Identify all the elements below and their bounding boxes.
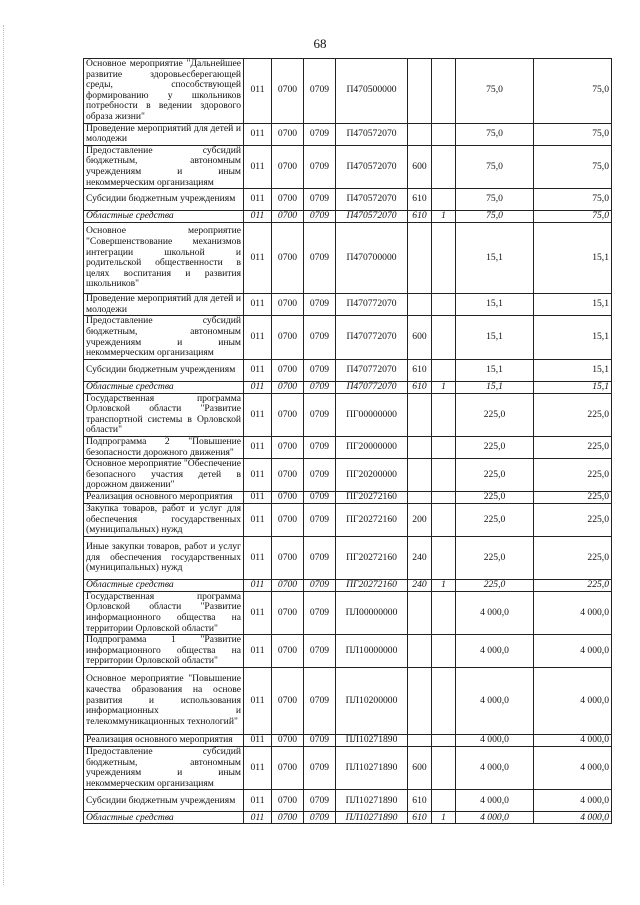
- scan-edge-marks: [3, 25, 6, 885]
- row-name: Основное мероприятие "Повышение качества образования на основе развития и использования информационных и телекоммуникационных технологий": [84, 667, 244, 734]
- target-article-code: ПГ20272160: [336, 579, 408, 591]
- amount-first: 225,0: [456, 437, 534, 459]
- admin-code: 011: [244, 579, 272, 591]
- amount-second: 75,0: [534, 145, 612, 188]
- admin-code: 011: [244, 316, 272, 359]
- amount-second: 225,0: [534, 504, 612, 537]
- admin-code: 011: [244, 294, 272, 316]
- amount-first: 4 000,0: [456, 746, 534, 789]
- expense-type-code: [408, 492, 432, 504]
- section-code: 0700: [272, 145, 304, 188]
- expense-type-code: [408, 223, 432, 294]
- subsection-code: 0709: [304, 536, 336, 579]
- amount-first: 225,0: [456, 492, 534, 504]
- row-name: Предоставление субсидий бюджетным, автономным учреждениям и иным некоммерческим организациям: [84, 316, 244, 359]
- subsection-code: 0709: [304, 579, 336, 591]
- section-code: 0700: [272, 316, 304, 359]
- funding-source-code: [432, 734, 456, 746]
- regional-funds-row: [84, 579, 612, 591]
- amount-second: 4 000,0: [534, 790, 612, 812]
- regional-funds-row: [84, 211, 612, 223]
- admin-code: 011: [244, 667, 272, 734]
- section-code: 0700: [272, 790, 304, 812]
- funding-source-code: [432, 437, 456, 459]
- row-name: Подпрограмма 2 "Повышение безопасности дорожного движения": [84, 437, 244, 459]
- admin-code: 011: [244, 790, 272, 812]
- amount-second: 15,1: [534, 381, 612, 393]
- row-name: Проведение мероприятий для детей и молодежи: [84, 123, 244, 145]
- table-row: [84, 746, 612, 789]
- expense-type-code: 610: [408, 812, 432, 824]
- amount-first: 225,0: [456, 393, 534, 436]
- section-code: 0700: [272, 635, 304, 668]
- budget-table: [83, 58, 612, 824]
- table-row: [84, 189, 612, 211]
- target-article-code: ПГ20272160: [336, 504, 408, 537]
- funding-source-code: [432, 316, 456, 359]
- admin-code: 011: [244, 123, 272, 145]
- row-name: Реализация основного мероприятия: [84, 492, 244, 504]
- amount-first: 4 000,0: [456, 591, 534, 634]
- amount-second: 4 000,0: [534, 812, 612, 824]
- budget-table-body: [84, 59, 612, 824]
- target-article-code: ПГ20000000: [336, 437, 408, 459]
- amount-second: 15,1: [534, 223, 612, 294]
- target-article-code: П470572070: [336, 189, 408, 211]
- funding-source-code: [432, 492, 456, 504]
- target-article-code: ПЛ10271890: [336, 790, 408, 812]
- expense-type-code: 600: [408, 746, 432, 789]
- amount-second: 75,0: [534, 189, 612, 211]
- section-code: 0700: [272, 591, 304, 634]
- row-name: Субсидии бюджетным учреждениям: [84, 189, 244, 211]
- subsection-code: 0709: [304, 189, 336, 211]
- table-row: [84, 667, 612, 734]
- row-name: Предоставление субсидий бюджетным, автономным учреждениям и иным некоммерческим организациям: [84, 746, 244, 789]
- table-row: [84, 123, 612, 145]
- amount-second: 225,0: [534, 492, 612, 504]
- amount-first: 4 000,0: [456, 734, 534, 746]
- expense-type-code: 600: [408, 316, 432, 359]
- table-row: [84, 59, 612, 124]
- table-row: [84, 145, 612, 188]
- row-name: Субсидии бюджетным учреждениям: [84, 790, 244, 812]
- subsection-code: 0709: [304, 381, 336, 393]
- target-article-code: П470572070: [336, 145, 408, 188]
- section-code: 0700: [272, 667, 304, 734]
- admin-code: 011: [244, 746, 272, 789]
- section-code: 0700: [272, 381, 304, 393]
- target-article-code: ПГ20272160: [336, 492, 408, 504]
- section-code: 0700: [272, 59, 304, 124]
- amount-first: 75,0: [456, 123, 534, 145]
- funding-source-code: [432, 145, 456, 188]
- funding-source-code: [432, 59, 456, 124]
- table-row: [84, 459, 612, 492]
- row-name: Закупка товаров, работ и услуг для обеспечения государственных (муниципальных) нужд: [84, 504, 244, 537]
- amount-second: 15,1: [534, 294, 612, 316]
- amount-second: 4 000,0: [534, 591, 612, 634]
- row-name: Областные средства: [84, 812, 244, 824]
- expense-type-code: 240: [408, 536, 432, 579]
- funding-source-code: [432, 536, 456, 579]
- amount-second: 4 000,0: [534, 635, 612, 668]
- subsection-code: 0709: [304, 667, 336, 734]
- section-code: 0700: [272, 536, 304, 579]
- regional-funds-row: [84, 381, 612, 393]
- target-article-code: П470772070: [336, 381, 408, 393]
- admin-code: 011: [244, 359, 272, 381]
- table-row: [84, 393, 612, 436]
- section-code: 0700: [272, 459, 304, 492]
- section-code: 0700: [272, 812, 304, 824]
- section-code: 0700: [272, 579, 304, 591]
- amount-second: 225,0: [534, 536, 612, 579]
- target-article-code: ПГ00000000: [336, 393, 408, 436]
- amount-first: 15,1: [456, 316, 534, 359]
- funding-source-code: [432, 667, 456, 734]
- funding-source-code: 1: [432, 211, 456, 223]
- row-name: Областные средства: [84, 381, 244, 393]
- amount-first: 75,0: [456, 189, 534, 211]
- funding-source-code: [432, 189, 456, 211]
- section-code: 0700: [272, 123, 304, 145]
- amount-first: 225,0: [456, 459, 534, 492]
- amount-first: 4 000,0: [456, 635, 534, 668]
- row-name: Подпрограмма 1 "Развитие информационного общества на территории Орловской области": [84, 635, 244, 668]
- row-name: Основное мероприятие "Совершенствование механизмов интеграции школьной и родительской общественности в целях воспитания и развития школьников": [84, 223, 244, 294]
- expense-type-code: 610: [408, 189, 432, 211]
- admin-code: 011: [244, 812, 272, 824]
- amount-first: 75,0: [456, 59, 534, 124]
- amount-second: 4 000,0: [534, 746, 612, 789]
- section-code: 0700: [272, 189, 304, 211]
- funding-source-code: 1: [432, 381, 456, 393]
- expense-type-code: 610: [408, 381, 432, 393]
- table-row: [84, 223, 612, 294]
- row-name: Основное мероприятие "Обеспечение безопасного участия детей в дорожном движении": [84, 459, 244, 492]
- funding-source-code: [432, 591, 456, 634]
- admin-code: 011: [244, 211, 272, 223]
- target-article-code: П470572070: [336, 211, 408, 223]
- subsection-code: 0709: [304, 790, 336, 812]
- row-name: Субсидии бюджетным учреждениям: [84, 359, 244, 381]
- admin-code: 011: [244, 591, 272, 634]
- target-article-code: П470572070: [336, 123, 408, 145]
- funding-source-code: [432, 123, 456, 145]
- amount-second: 15,1: [534, 359, 612, 381]
- target-article-code: ПЛ00000000: [336, 591, 408, 634]
- section-code: 0700: [272, 393, 304, 436]
- expense-type-code: 200: [408, 504, 432, 537]
- admin-code: 011: [244, 492, 272, 504]
- expense-type-code: 610: [408, 359, 432, 381]
- amount-second: 75,0: [534, 211, 612, 223]
- table-row: [84, 316, 612, 359]
- table-row: [84, 294, 612, 316]
- amount-first: 15,1: [456, 381, 534, 393]
- subsection-code: 0709: [304, 492, 336, 504]
- subsection-code: 0709: [304, 393, 336, 436]
- target-article-code: ПГ20272160: [336, 536, 408, 579]
- regional-funds-row: [84, 812, 612, 824]
- subsection-code: 0709: [304, 223, 336, 294]
- row-name: Иные закупки товаров, работ и услуг для обеспечения государственных (муниципальных) нужд: [84, 536, 244, 579]
- admin-code: 011: [244, 459, 272, 492]
- row-name: Областные средства: [84, 211, 244, 223]
- section-code: 0700: [272, 746, 304, 789]
- amount-first: 225,0: [456, 536, 534, 579]
- expense-type-code: 240: [408, 579, 432, 591]
- section-code: 0700: [272, 504, 304, 537]
- section-code: 0700: [272, 359, 304, 381]
- amount-first: 75,0: [456, 211, 534, 223]
- amount-second: 4 000,0: [534, 734, 612, 746]
- row-name: Реализация основного мероприятия: [84, 734, 244, 746]
- section-code: 0700: [272, 437, 304, 459]
- expense-type-code: 610: [408, 790, 432, 812]
- funding-source-code: [432, 746, 456, 789]
- amount-first: 225,0: [456, 504, 534, 537]
- expense-type-code: [408, 459, 432, 492]
- target-article-code: П470700000: [336, 223, 408, 294]
- section-code: 0700: [272, 734, 304, 746]
- amount-second: 225,0: [534, 437, 612, 459]
- admin-code: 011: [244, 536, 272, 579]
- amount-first: 4 000,0: [456, 790, 534, 812]
- amount-second: 225,0: [534, 579, 612, 591]
- expense-type-code: [408, 294, 432, 316]
- row-name: Проведение мероприятий для детей и молодежи: [84, 294, 244, 316]
- expense-type-code: [408, 393, 432, 436]
- subsection-code: 0709: [304, 459, 336, 492]
- table-row: [84, 591, 612, 634]
- row-name: Государственная программа Орловской области "Развитие информационного общества на территории Орловской области": [84, 591, 244, 634]
- expense-type-code: [408, 667, 432, 734]
- subsection-code: 0709: [304, 504, 336, 537]
- subsection-code: 0709: [304, 635, 336, 668]
- expense-type-code: [408, 734, 432, 746]
- table-row: [84, 734, 612, 746]
- subsection-code: 0709: [304, 746, 336, 789]
- funding-source-code: [432, 294, 456, 316]
- amount-second: 15,1: [534, 316, 612, 359]
- amount-first: 225,0: [456, 579, 534, 591]
- amount-second: 75,0: [534, 59, 612, 124]
- expense-type-code: [408, 635, 432, 668]
- subsection-code: 0709: [304, 123, 336, 145]
- funding-source-code: [432, 635, 456, 668]
- subsection-code: 0709: [304, 294, 336, 316]
- expense-type-code: [408, 123, 432, 145]
- funding-source-code: [432, 359, 456, 381]
- subsection-code: 0709: [304, 59, 336, 124]
- funding-source-code: [432, 790, 456, 812]
- subsection-code: 0709: [304, 812, 336, 824]
- section-code: 0700: [272, 492, 304, 504]
- table-row: [84, 536, 612, 579]
- subsection-code: 0709: [304, 359, 336, 381]
- target-article-code: ПЛ10000000: [336, 635, 408, 668]
- funding-source-code: 1: [432, 812, 456, 824]
- funding-source-code: [432, 393, 456, 436]
- funding-source-code: [432, 504, 456, 537]
- funding-source-code: 1: [432, 579, 456, 591]
- amount-first: 15,1: [456, 223, 534, 294]
- admin-code: 011: [244, 393, 272, 436]
- subsection-code: 0709: [304, 734, 336, 746]
- target-article-code: П470772070: [336, 316, 408, 359]
- admin-code: 011: [244, 734, 272, 746]
- subsection-code: 0709: [304, 145, 336, 188]
- amount-first: 4 000,0: [456, 667, 534, 734]
- subsection-code: 0709: [304, 437, 336, 459]
- amount-second: 4 000,0: [534, 667, 612, 734]
- funding-source-code: [432, 459, 456, 492]
- admin-code: 011: [244, 635, 272, 668]
- admin-code: 011: [244, 504, 272, 537]
- amount-first: 4 000,0: [456, 812, 534, 824]
- expense-type-code: [408, 437, 432, 459]
- admin-code: 011: [244, 145, 272, 188]
- target-article-code: ПЛ10271890: [336, 746, 408, 789]
- subsection-code: 0709: [304, 316, 336, 359]
- section-code: 0700: [272, 211, 304, 223]
- admin-code: 011: [244, 189, 272, 211]
- table-row: [84, 635, 612, 668]
- target-article-code: ПГ20200000: [336, 459, 408, 492]
- target-article-code: ПЛ10271890: [336, 812, 408, 824]
- table-row: [84, 359, 612, 381]
- row-name: Государственная программа Орловской области "Развитие транспортной системы в Орловской области": [84, 393, 244, 436]
- amount-second: 75,0: [534, 123, 612, 145]
- admin-code: 011: [244, 59, 272, 124]
- amount-first: 15,1: [456, 294, 534, 316]
- admin-code: 011: [244, 437, 272, 459]
- amount-first: 75,0: [456, 145, 534, 188]
- expense-type-code: 610: [408, 211, 432, 223]
- expense-type-code: 600: [408, 145, 432, 188]
- page-number: 68: [313, 36, 327, 51]
- admin-code: 011: [244, 381, 272, 393]
- target-article-code: П470772070: [336, 359, 408, 381]
- section-code: 0700: [272, 294, 304, 316]
- funding-source-code: [432, 223, 456, 294]
- row-name: Областные средства: [84, 579, 244, 591]
- table-row: [84, 492, 612, 504]
- target-article-code: ПЛ10271890: [336, 734, 408, 746]
- table-row: [84, 790, 612, 812]
- row-name: Предоставление субсидий бюджетным, автономным учреждениям и иным некоммерческим организациям: [84, 145, 244, 188]
- amount-second: 225,0: [534, 459, 612, 492]
- row-name: Основное мероприятие "Дальнейшее развитие здоровьесберегающей среды, способствующей формированию у школьников потребности в ведении здорового образа жизни": [84, 59, 244, 124]
- target-article-code: П470500000: [336, 59, 408, 124]
- target-article-code: П470772070: [336, 294, 408, 316]
- table-row: [84, 504, 612, 537]
- expense-type-code: [408, 59, 432, 124]
- section-code: 0700: [272, 223, 304, 294]
- table-row: [84, 437, 612, 459]
- admin-code: 011: [244, 223, 272, 294]
- target-article-code: ПЛ10200000: [336, 667, 408, 734]
- amount-second: 225,0: [534, 393, 612, 436]
- subsection-code: 0709: [304, 591, 336, 634]
- expense-type-code: [408, 591, 432, 634]
- amount-first: 15,1: [456, 359, 534, 381]
- subsection-code: 0709: [304, 211, 336, 223]
